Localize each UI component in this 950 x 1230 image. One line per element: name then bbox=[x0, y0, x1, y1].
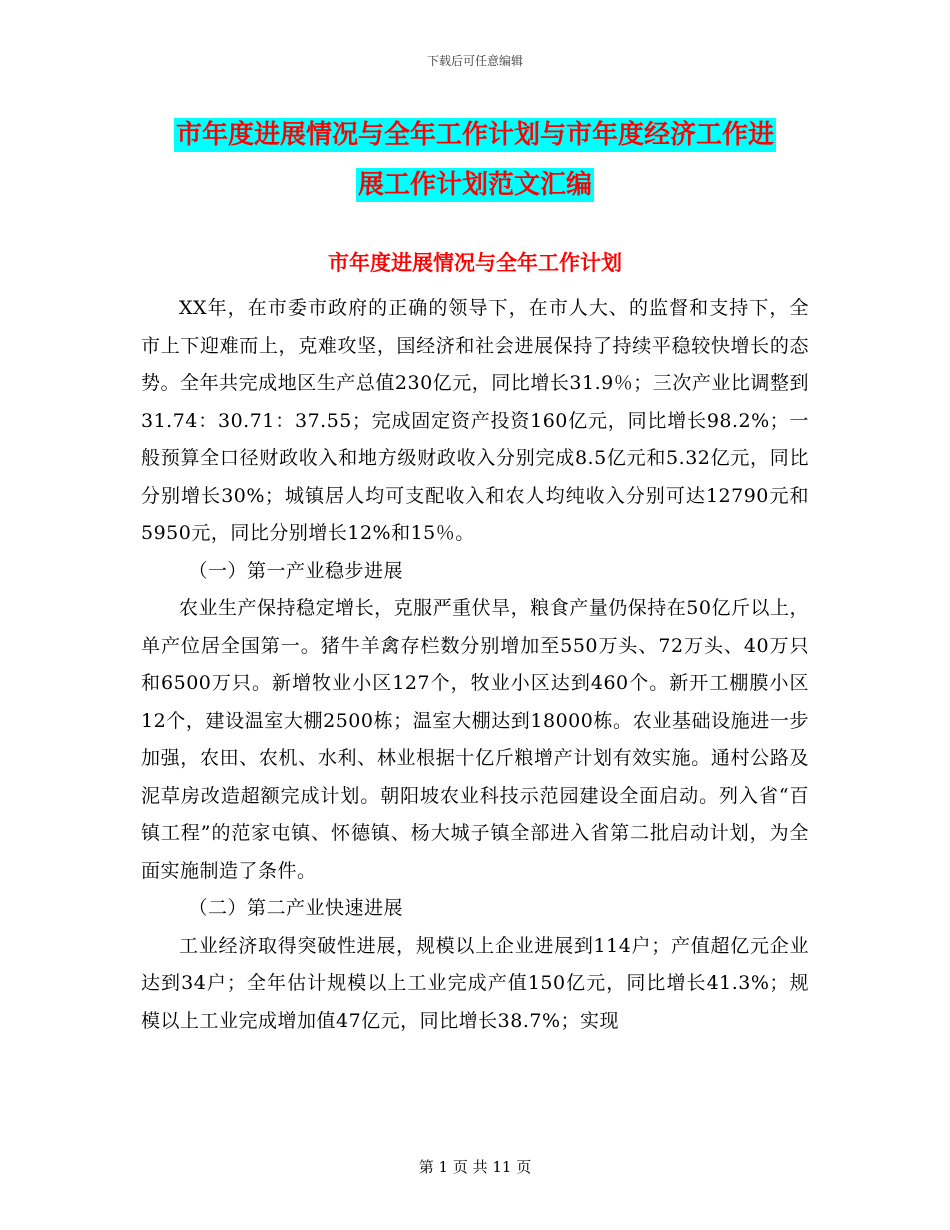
paragraph-primary-industry: 农业生产保持稳定增长，克服严重伏旱，粮食产量仍保持在50亿斤以上，单产位居全国第一。猪牛羊禽存栏数分别增加至550万头、72万头、40万只和6500万只。新增牧业小区127个，牧业小区达到460个。新开工棚膜小区12个，建设温室大棚2500栋；温室大棚达到18000栋。农业基础设施进一步加强，农田、农机、水利、林业根据十亿斤粮增产计划有效实施。通村公路及泥草房改造超额完成计划。朝阳坡农业科技示范园建设全面启动。列入省“百镇工程”的范家屯镇、怀德镇、杨大城子镇全部进入省第二批启动计划，为全面实施制造了条件。 bbox=[141, 597, 809, 882]
document-body bbox=[141, 290, 809, 1040]
document-title-line-1: 市年度进展情况与全年工作计划与市年度经济工作进 bbox=[175, 120, 774, 150]
document-title-line-2: 展工作计划范文汇编 bbox=[357, 170, 592, 200]
page-header-note: 下载后可任意编辑 bbox=[426, 54, 523, 68]
page-footer: 第 1 页 共 11 页 bbox=[418, 1158, 532, 1176]
paragraph-secondary-industry: 工业经济取得突破性进展，规模以上企业进展到114户；产值超亿元企业达到34户；全年估计规模以上工业完成产值150亿元，同比增长41.3%；规模以上工业完成增加值47亿元，同比增长38.7%；实现 bbox=[141, 934, 809, 1032]
subheading-primary-industry: （一）第一产业稳步进展 bbox=[188, 559, 404, 582]
document-title bbox=[0, 110, 950, 210]
subheading-secondary-industry: （二）第二产业快速进展 bbox=[188, 897, 404, 919]
paragraph-intro: XX年，在市委市政府的正确的领导下，在市人大、的监督和支持下，全市上下迎难而上，克难攻坚，国经济和社会进展保持了持续平稳较快增长的态势。全年共完成地区生产总值230亿元，同比增长31.9％；三次产业比调整到31.74：30.71：37.55；完成固定资产投资160亿元，同比增长98.2%；一般预算全口径财政收入和地方级财政收入分别完成8.5亿元和5.32亿元，同比分别增长30%；城镇居人均可支配收入和农人均纯收入分别可达12790元和5950元，同比分别增长12%和15％。 bbox=[141, 297, 809, 544]
section-title: 市年度进展情况与全年工作计划 bbox=[328, 251, 622, 275]
